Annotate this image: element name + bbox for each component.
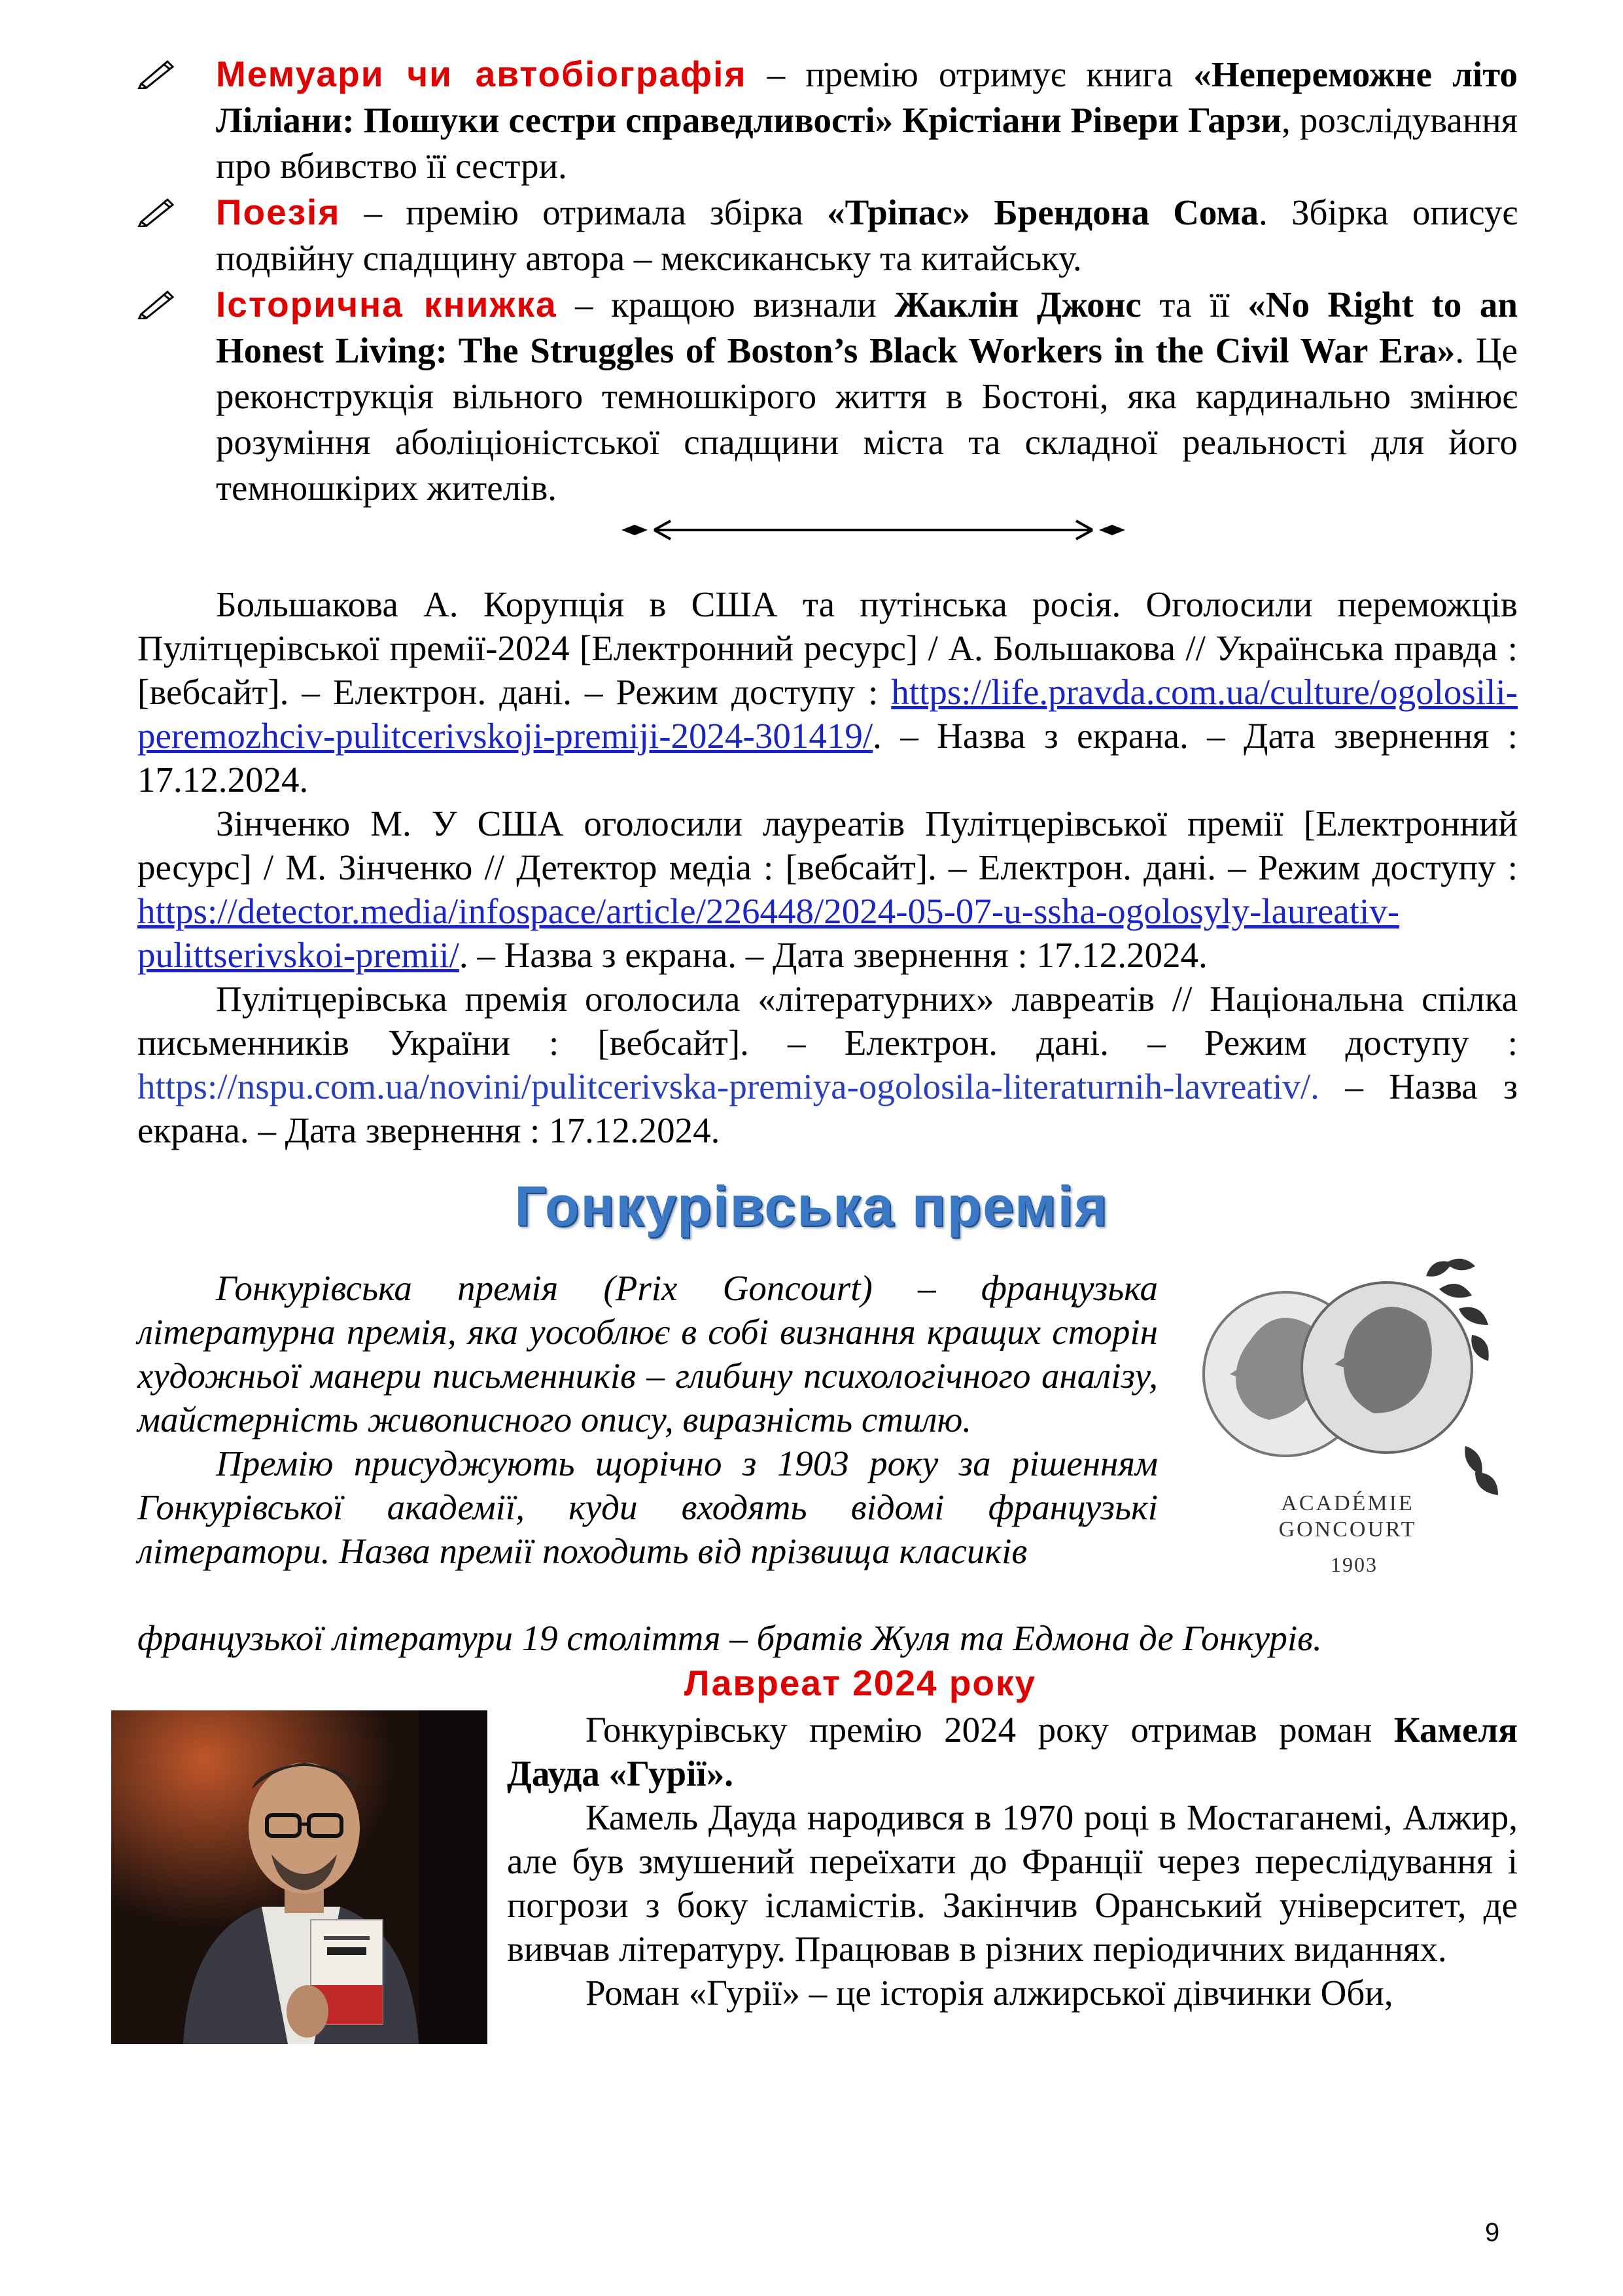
references-list <box>137 582 1518 1152</box>
intro-paragraph: Гонкурівська премія (Prix Goncourt) – французька літературна премія, яка уособлює в собі визнання кращих сторін художньої манери письменників – глибину психологічного аналізу, майстерність живописного опису, виразність стилю. <box>137 1268 1158 1439</box>
list-item <box>137 51 1518 189</box>
medal-label-line2: GONCOURT <box>1278 1517 1417 1542</box>
reference-text: Большакова А. Корупція в США та путінська росія. Оголосили переможців Пулітцерівської премії-2024 [Електронний ресурс] / А. Большакова // Українська правда : [вебсайт]. – Електрон. дані. – Режим доступу : <box>137 584 1518 712</box>
laureate-paragraph <box>507 1708 1518 1795</box>
medal-year: 1903 <box>1331 1553 1378 1576</box>
book-title: «No Right to an Honest Living: The Struggles of Boston’s Black Workers in the Civil War Era» <box>216 285 1518 370</box>
reference-text: . – Назва з екрана. – Дата звернення : 17.12.2024. <box>137 716 1518 800</box>
intro-paragraph: Премію присуджують щорічно з 1903 року за рішенням Гонкурівської академії, куди входять відомі французькі літератори. Назва премії походить від прізвища класиків <box>137 1443 1158 1571</box>
reference-text: Зінченко М. У США оголосили лауреатів Пулітцерівської премії [Електронний ресурс] / М. Зінченко // Детектор медіа : [вебсайт]. – Електрон. дані. – Режим доступу : <box>137 804 1518 887</box>
author-name: Жаклін Джонс <box>894 285 1142 325</box>
author-photo <box>111 1710 487 2044</box>
goncourt-medal-image <box>1178 1250 1518 1583</box>
section-title: Гонкурівська премія <box>514 1175 1109 1238</box>
item-text: . Це реконструкція вільного темношкірого життя в Бостоні, яка кардинально змінює розуміння аболіціоністської спадщини міста та складної реальності для його темношкірих жителів. <box>216 330 1518 508</box>
reference-text: – Назва з екрана. – Дата звернення : 17.12.2024. <box>137 1067 1518 1150</box>
reference-link[interactable]: https://detector.media/infospace/article/226448/2024-05-07-u-ssha-ogolosyly-laureativ-pulittserivskoi-premii/ <box>137 891 1400 975</box>
laureate-paragraph: Камель Дауда народився в 1970 році в Мостаганемі, Алжир, але був змушений переїхати до Франції через переслідування і погрози з боку ісламістів. Закінчив Оранський університет, де вивчав літературу. Працював в різних періодичних виданнях. <box>507 1797 1518 1969</box>
item-text: – премію отримує книга <box>746 54 1194 94</box>
category-term: Мемуари чи автобіографія <box>216 54 747 94</box>
item-text: , розслідування про вбивство її сестри. <box>216 100 1518 186</box>
prize-intro <box>137 1266 1158 1573</box>
category-term: Історична книжка <box>216 284 557 325</box>
reference-item <box>137 977 1518 1152</box>
category-term: Поезія <box>216 192 341 232</box>
item-text: – премію отримала збірка <box>340 192 828 232</box>
novel-title: Камеля Дауда «Гурії». <box>507 1710 1518 1793</box>
laureate-paragraph: Роман «Гурії» – це історія алжирської дівчинки Оби, <box>585 1973 1393 2013</box>
reference-item <box>137 802 1518 977</box>
reference-text: . – Назва з екрана. – Дата звернення : 17.12.2024. <box>459 935 1208 975</box>
item-text: – кращою визнали <box>557 285 895 325</box>
list-item <box>137 281 1518 511</box>
reference-item <box>137 582 1518 802</box>
award-categories-list <box>137 51 1518 511</box>
reference-link[interactable]: https://life.pravda.com.ua/culture/ogolosili-peremozhciv-pulitcerivskoji-premiji-2024-301419/ <box>137 672 1518 756</box>
reference-link[interactable]: https://nspu.com.ua/novini/pulitcerivska-premiya-ogolosila-literaturnih-lavreativ/. <box>137 1067 1319 1106</box>
reference-text: Пулітцерівська премія оголосила «літературних» лавреатів // Національна спілка письменників України : [вебсайт]. – Електрон. дані. – Режим доступу : <box>137 979 1518 1063</box>
ornamental-divider <box>615 517 1132 543</box>
laureate-text <box>507 1708 1518 2015</box>
item-text: . Збірка описує подвійну спадщину автора – мексиканську та китайську. <box>216 192 1518 278</box>
list-item <box>137 189 1518 281</box>
intro-paragraph-tail: французької літератури 19 століття – братів Жуля та Едмона де Гонкурів. <box>137 1618 1322 1658</box>
pencil-bullet-icon <box>137 194 177 227</box>
item-text: та її <box>1141 285 1248 325</box>
page-number: 9 <box>1485 2218 1500 2247</box>
book-title: «Тріпас» Брендона Сома <box>827 192 1259 232</box>
laureate-heading: Лавреат 2024 року <box>684 1663 1037 1703</box>
pencil-bullet-icon <box>137 56 177 89</box>
book-title: «Непереможне літо Ліліани: Пошуки сестри справедливості» Крістіани Рівери Гарзи <box>216 54 1518 140</box>
medal-label-line1: ACADÉMIE <box>1281 1491 1414 1515</box>
paragraph-text: Гонкурівську премію 2024 року отримав роман <box>585 1710 1394 1750</box>
pencil-bullet-icon <box>137 287 177 319</box>
